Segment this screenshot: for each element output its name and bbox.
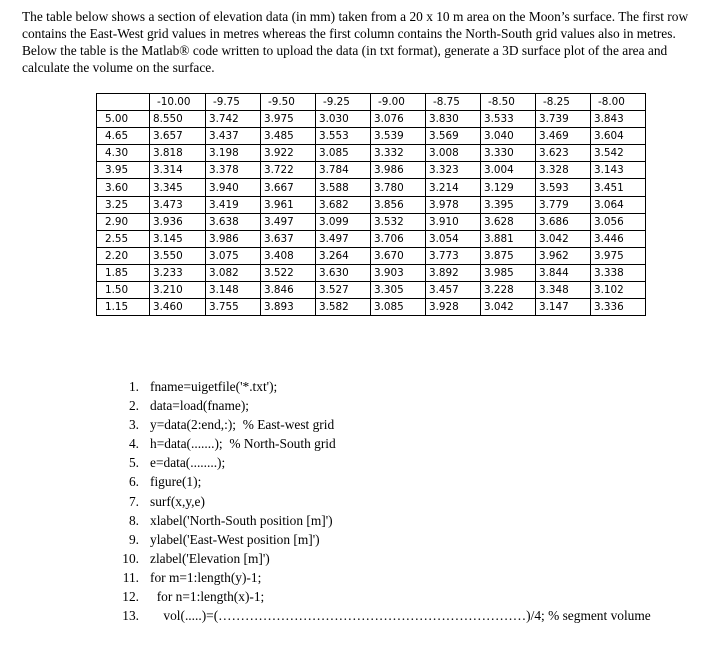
east-west-grid-cell: -10.00 bbox=[150, 94, 206, 111]
elevation-cell: 3.922 bbox=[261, 145, 316, 162]
elevation-cell: 3.056 bbox=[591, 213, 646, 230]
code-line bbox=[100, 492, 700, 511]
line-number: 7. bbox=[128, 493, 139, 509]
elevation-cell: 3.469 bbox=[536, 128, 591, 145]
elevation-cell: 3.332 bbox=[371, 145, 426, 162]
elevation-cell: 3.539 bbox=[371, 128, 426, 145]
elevation-cell: 3.773 bbox=[426, 247, 481, 264]
elevation-cell: 3.542 bbox=[591, 145, 646, 162]
table-corner-cell bbox=[97, 94, 150, 111]
elevation-cell: 3.638 bbox=[206, 213, 261, 230]
code-text: h=data(.......); % North-South grid bbox=[150, 436, 336, 452]
elevation-cell: 3.437 bbox=[206, 128, 261, 145]
elevation-cell: 3.739 bbox=[536, 111, 591, 128]
table-row bbox=[97, 230, 646, 247]
elevation-cell: 3.064 bbox=[591, 196, 646, 213]
elevation-cell: 3.336 bbox=[591, 299, 646, 316]
table-row bbox=[97, 128, 646, 145]
elevation-cell: 3.986 bbox=[206, 230, 261, 247]
line-number: 13. bbox=[122, 608, 139, 624]
line-number: 11. bbox=[122, 569, 139, 585]
table-row bbox=[97, 145, 646, 162]
elevation-cell: 3.978 bbox=[426, 196, 481, 213]
elevation-cell: 3.228 bbox=[481, 282, 536, 299]
code-text: surf(x,y,e) bbox=[150, 493, 205, 509]
elevation-cell: 3.457 bbox=[426, 282, 481, 299]
code-line bbox=[100, 549, 700, 568]
elevation-cell: 3.628 bbox=[481, 213, 536, 230]
line-number: 6. bbox=[128, 474, 139, 490]
code-line bbox=[100, 453, 700, 472]
elevation-cell: 3.395 bbox=[481, 196, 536, 213]
elevation-cell: 3.975 bbox=[591, 247, 646, 264]
elevation-cell: 3.962 bbox=[536, 247, 591, 264]
elevation-cell: 3.593 bbox=[536, 179, 591, 196]
elevation-cell: 3.210 bbox=[150, 282, 206, 299]
elevation-cell: 3.460 bbox=[150, 299, 206, 316]
elevation-cell: 3.233 bbox=[150, 264, 206, 281]
east-west-grid-cell: -8.50 bbox=[481, 94, 536, 111]
table-row bbox=[97, 179, 646, 196]
elevation-cell: 3.527 bbox=[316, 282, 371, 299]
elevation-cell: 3.446 bbox=[591, 230, 646, 247]
north-south-grid-cell: 2.90 bbox=[97, 213, 150, 230]
north-south-grid-cell: 1.85 bbox=[97, 264, 150, 281]
north-south-grid-cell: 2.20 bbox=[97, 247, 150, 264]
elevation-cell: 3.780 bbox=[371, 179, 426, 196]
elevation-cell: 3.004 bbox=[481, 162, 536, 179]
elevation-cell: 3.892 bbox=[426, 264, 481, 281]
code-text: ylabel('East-West position [m]') bbox=[150, 531, 320, 547]
elevation-cell: 3.553 bbox=[316, 128, 371, 145]
table-header-row bbox=[97, 94, 646, 111]
elevation-cell: 3.604 bbox=[591, 128, 646, 145]
table-row bbox=[97, 282, 646, 299]
elevation-cell: 3.054 bbox=[426, 230, 481, 247]
elevation-cell: 3.085 bbox=[316, 145, 371, 162]
elevation-cell: 3.975 bbox=[261, 111, 316, 128]
elevation-cell: 3.314 bbox=[150, 162, 206, 179]
elevation-cell: 3.264 bbox=[316, 247, 371, 264]
table-row bbox=[97, 196, 646, 213]
elevation-cell: 3.345 bbox=[150, 179, 206, 196]
code-text: fname=uigetfile('*.txt'); bbox=[150, 379, 278, 394]
elevation-cell: 3.348 bbox=[536, 282, 591, 299]
line-number: 2. bbox=[128, 398, 139, 414]
line-number: 12. bbox=[122, 589, 139, 605]
elevation-cell: 3.844 bbox=[536, 264, 591, 281]
code-text: data=load(fname); bbox=[150, 398, 250, 414]
elevation-cell: 3.928 bbox=[426, 299, 481, 316]
elevation-cell: 3.198 bbox=[206, 145, 261, 162]
east-west-grid-cell: -8.75 bbox=[426, 94, 481, 111]
code-line bbox=[100, 396, 700, 415]
elevation-cell: 3.148 bbox=[206, 282, 261, 299]
elevation-cell: 3.985 bbox=[481, 264, 536, 281]
elevation-cell: 3.099 bbox=[316, 213, 371, 230]
east-west-grid-cell: -8.00 bbox=[591, 94, 646, 111]
elevation-cell: 3.940 bbox=[206, 179, 261, 196]
elevation-cell: 3.667 bbox=[261, 179, 316, 196]
code-line bbox=[100, 377, 700, 396]
elevation-cell: 3.143 bbox=[591, 162, 646, 179]
elevation-cell: 3.893 bbox=[261, 299, 316, 316]
north-south-grid-cell: 4.30 bbox=[97, 145, 150, 162]
elevation-cell: 3.670 bbox=[371, 247, 426, 264]
elevation-cell: 3.856 bbox=[371, 196, 426, 213]
elevation-cell: 3.630 bbox=[316, 264, 371, 281]
elevation-cell: 3.550 bbox=[150, 247, 206, 264]
elevation-cell: 3.755 bbox=[206, 299, 261, 316]
code-line bbox=[100, 434, 700, 453]
elevation-cell: 3.040 bbox=[481, 128, 536, 145]
table-row bbox=[97, 299, 646, 316]
elevation-cell: 3.533 bbox=[481, 111, 536, 128]
east-west-grid-cell: -9.00 bbox=[371, 94, 426, 111]
code-text: figure(1); bbox=[150, 474, 202, 490]
elevation-cell: 3.881 bbox=[481, 230, 536, 247]
elevation-cell: 3.657 bbox=[150, 128, 206, 145]
elevation-cell: 3.818 bbox=[150, 145, 206, 162]
elevation-cell: 3.843 bbox=[591, 111, 646, 128]
line-number: 9. bbox=[128, 531, 139, 547]
elevation-cell: 3.936 bbox=[150, 213, 206, 230]
table-row bbox=[97, 213, 646, 230]
north-south-grid-cell: 3.25 bbox=[97, 196, 150, 213]
elevation-cell: 3.338 bbox=[591, 264, 646, 281]
elevation-cell: 3.588 bbox=[316, 179, 371, 196]
elevation-cell: 3.522 bbox=[261, 264, 316, 281]
elevation-cell: 3.082 bbox=[206, 264, 261, 281]
elevation-cell: 3.532 bbox=[371, 213, 426, 230]
east-west-grid-cell: -9.50 bbox=[261, 94, 316, 111]
code-text: for n=1:length(x)-1; bbox=[150, 589, 265, 605]
elevation-cell: 3.305 bbox=[371, 282, 426, 299]
elevation-cell: 3.682 bbox=[316, 196, 371, 213]
east-west-grid-cell: -9.25 bbox=[316, 94, 371, 111]
north-south-grid-cell: 2.55 bbox=[97, 230, 150, 247]
elevation-cell: 3.637 bbox=[261, 230, 316, 247]
code-text: xlabel('North-South position [m]') bbox=[150, 512, 333, 528]
problem-statement: The table below shows a section of elevation data (in mm) taken from a 20 x 10 m area on the Moon’s surface. The first row contains the East-West grid values in metres whereas the first column contains the North-South grid values also in metres. Below the table is the Matlab® code written to upload the data (in txt format), generate a 3D surface plot of the area and calculate the volume on the surface. bbox=[22, 9, 689, 75]
code-line bbox=[100, 568, 700, 587]
east-west-grid-cell: -9.75 bbox=[206, 94, 261, 111]
elevation-cell: 3.145 bbox=[150, 230, 206, 247]
code-line bbox=[100, 606, 700, 625]
elevation-cell: 3.451 bbox=[591, 179, 646, 196]
elevation-cell: 3.323 bbox=[426, 162, 481, 179]
elevation-cell: 3.706 bbox=[371, 230, 426, 247]
code-text: e=data(........); bbox=[150, 455, 226, 471]
code-line bbox=[100, 472, 700, 491]
table-row bbox=[97, 111, 646, 128]
elevation-cell: 3.779 bbox=[536, 196, 591, 213]
code-text: y=data(2:end,:); % East-west grid bbox=[150, 417, 335, 433]
elevation-cell: 3.075 bbox=[206, 247, 261, 264]
table-row bbox=[97, 247, 646, 264]
elevation-cell: 3.569 bbox=[426, 128, 481, 145]
code-line bbox=[100, 587, 700, 606]
line-number: 8. bbox=[128, 512, 139, 528]
elevation-cell: 3.497 bbox=[261, 213, 316, 230]
matlab-code-listing bbox=[100, 377, 700, 625]
elevation-cell: 3.042 bbox=[481, 299, 536, 316]
elevation-cell: 3.497 bbox=[316, 230, 371, 247]
elevation-cell: 3.008 bbox=[426, 145, 481, 162]
elevation-cell: 3.686 bbox=[536, 213, 591, 230]
line-number: 1. bbox=[128, 379, 139, 394]
elevation-cell: 3.910 bbox=[426, 213, 481, 230]
elevation-cell: 3.830 bbox=[426, 111, 481, 128]
elevation-cell: 3.147 bbox=[536, 299, 591, 316]
east-west-grid-cell: -8.25 bbox=[536, 94, 591, 111]
code-text: zlabel('Elevation [m]') bbox=[150, 550, 270, 566]
elevation-cell: 3.085 bbox=[371, 299, 426, 316]
north-south-grid-cell: 4.65 bbox=[97, 128, 150, 145]
elevation-cell: 3.742 bbox=[206, 111, 261, 128]
code-line bbox=[100, 530, 700, 549]
code-text: for m=1:length(y)-1; bbox=[150, 569, 262, 585]
line-number: 5. bbox=[128, 455, 139, 471]
north-south-grid-cell: 1.50 bbox=[97, 282, 150, 299]
elevation-cell: 3.986 bbox=[371, 162, 426, 179]
table-row bbox=[97, 162, 646, 179]
line-number: 4. bbox=[128, 436, 139, 452]
line-number: 10. bbox=[122, 550, 139, 566]
elevation-cell: 3.961 bbox=[261, 196, 316, 213]
code-line bbox=[100, 511, 700, 530]
elevation-cell: 3.214 bbox=[426, 179, 481, 196]
elevation-cell: 3.722 bbox=[261, 162, 316, 179]
elevation-cell: 3.419 bbox=[206, 196, 261, 213]
elevation-cell: 3.903 bbox=[371, 264, 426, 281]
elevation-cell: 3.623 bbox=[536, 145, 591, 162]
elevation-cell: 3.582 bbox=[316, 299, 371, 316]
elevation-cell: 3.330 bbox=[481, 145, 536, 162]
code-text: vol(.....)=(……………………………………………………………)/4; % segment volume bbox=[150, 608, 651, 624]
elevation-cell: 3.042 bbox=[536, 230, 591, 247]
elevation-cell: 8.550 bbox=[150, 111, 206, 128]
elevation-cell: 3.846 bbox=[261, 282, 316, 299]
elevation-cell: 3.485 bbox=[261, 128, 316, 145]
line-number: 3. bbox=[128, 417, 139, 433]
code-line bbox=[100, 415, 700, 434]
elevation-cell: 3.378 bbox=[206, 162, 261, 179]
elevation-cell: 3.473 bbox=[150, 196, 206, 213]
elevation-cell: 3.129 bbox=[481, 179, 536, 196]
elevation-cell: 3.328 bbox=[536, 162, 591, 179]
elevation-table bbox=[96, 93, 646, 316]
elevation-cell: 3.408 bbox=[261, 247, 316, 264]
table-row bbox=[97, 264, 646, 281]
elevation-cell: 3.875 bbox=[481, 247, 536, 264]
north-south-grid-cell: 3.95 bbox=[97, 162, 150, 179]
elevation-cell: 3.102 bbox=[591, 282, 646, 299]
elevation-cell: 3.784 bbox=[316, 162, 371, 179]
north-south-grid-cell: 3.60 bbox=[97, 179, 150, 196]
north-south-grid-cell: 1.15 bbox=[97, 299, 150, 316]
elevation-cell: 3.076 bbox=[371, 111, 426, 128]
elevation-cell: 3.030 bbox=[316, 111, 371, 128]
north-south-grid-cell: 5.00 bbox=[97, 111, 150, 128]
